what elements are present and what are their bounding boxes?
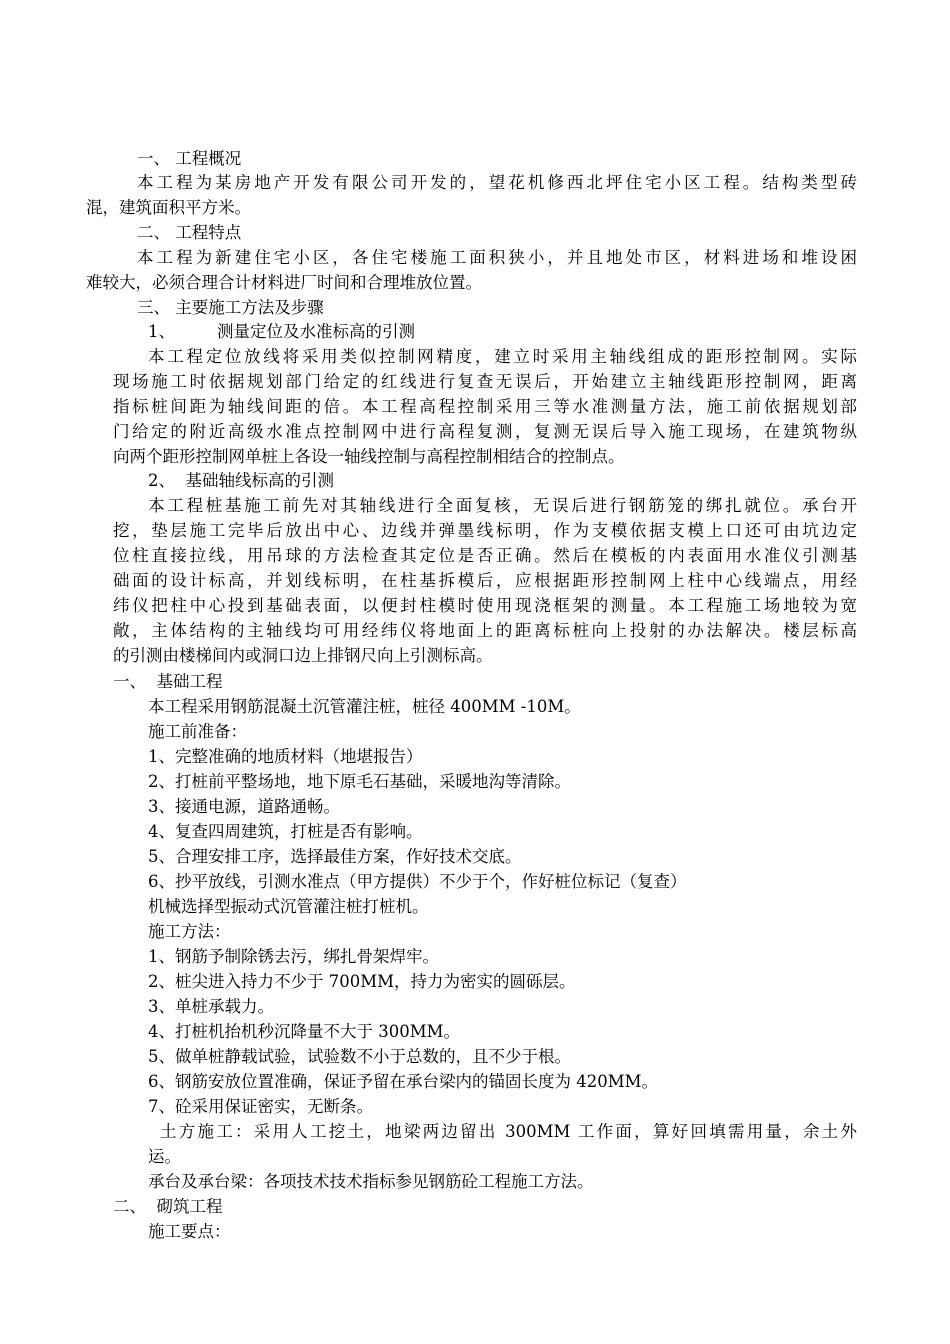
- paragraph-line: 位柱直接拉线，用吊球的方法检查其定位是否正确。然后在模板的内表面用水准仪引测基: [113, 546, 857, 565]
- paragraph-line: 纬仪把柱中心投到基础表面，以便封柱模时使用现浇框架的测量。本工程施工场地较为宽: [113, 596, 857, 615]
- section-heading-masonry: 二、 砌筑工程: [113, 1197, 223, 1216]
- list-item: 4、打桩机抬机秒沉降量不大于 300MM。: [148, 1022, 461, 1041]
- list-item: 3、接通电源，道路通畅。: [148, 797, 340, 816]
- method-title: 施工方法：: [148, 922, 231, 941]
- paragraph-line: 本工程为某房地产开发有限公司开发的，望花机修西北坪住宅小区工程。结构类型砖: [137, 173, 857, 192]
- list-item: 2、桩尖进入持力不少于 700MM，持力为密实的圆砾层。: [148, 972, 576, 991]
- foundation-intro: 本工程采用钢筋混凝土沉管灌注桩，桩径 400MM -10M。: [148, 697, 581, 716]
- machine-selection: 机械选择型振动式沉管灌注桩打桩机。: [148, 897, 429, 916]
- list-item: 4、复查四周建筑，打桩是否有影响。: [148, 822, 423, 841]
- list-item: 6、抄平放线，引测水准点（甲方提供）不少于个，作好桩位标记（复查）: [148, 872, 687, 891]
- paragraph-line: 难较大，必须合理合计材料进厂时间和合理堆放位置。: [86, 273, 482, 292]
- points-title: 施工要点：: [148, 1222, 231, 1241]
- earthwork-line: 土方施工：采用人工挖土，地梁两边留出 300MM 工作面，算好回填需用量，余土外: [160, 1122, 857, 1141]
- section-heading-methods: 三、 主要施工方法及步骤: [137, 298, 324, 317]
- list-item: 6、钢筋安放位置准确，保证予留在承台梁内的锚固长度为 420MM。: [148, 1072, 659, 1091]
- list-item: 3、单桩承载力。: [148, 997, 274, 1016]
- list-item: 1、钢筋予制除锈去污，绑扎骨架焊牢。: [148, 947, 439, 966]
- subsection-heading-axis: 2、 基础轴线标高的引测: [148, 471, 334, 490]
- section-heading-overview: 一、 工程概况: [137, 149, 242, 168]
- paragraph-line: 敞，主体结构的主轴线均可用经纬仪将地面上的距离标桩向上投射的办法解决。楼层标高: [113, 621, 857, 640]
- list-item: 5、合理安排工序，选择最佳方案，作好技术交底。: [148, 847, 522, 866]
- list-item: 7、砼采用保证密实，无断条。: [148, 1097, 373, 1116]
- paragraph-line: 挖，垫层施工完毕后放出中心、边线并弹墨线标明，作为支模依据支模上口还可由坑边定: [113, 521, 857, 540]
- paragraph-line: 本工程为新建住宅小区，各住宅楼施工面积狭小，并且地处市区，材料进场和堆设困: [137, 248, 857, 267]
- cap-beam-note: 承台及承台梁：各项技术技术指标参见钢筋砼工程施工方法。: [148, 1172, 594, 1191]
- earthwork-line: 运。: [148, 1147, 181, 1166]
- paragraph-line: 混，建筑面积平方米。: [86, 198, 251, 217]
- paragraph-line: 础面的设计标高，并划线标明，在柱基拆模后，应根据距形控制网上柱中心线端点，用经: [113, 571, 857, 590]
- paragraph-line: 向两个距形控制网单桩上各设一轴线控制与高程控制相结合的控制点。: [113, 447, 625, 466]
- section-heading-foundation: 一、 基础工程: [113, 672, 223, 691]
- paragraph-line: 门给定的附近高级水准点控制网中进行高程复测，复测无误后导入施工现场，在建筑物纵: [113, 422, 857, 441]
- paragraph-line: 本工程定位放线将采用类似控制网精度，建立时采用主轴线组成的距形控制网。实际: [148, 347, 857, 366]
- paragraph-line: 指标桩间距为轴线间距的倍。本工程高程控制采用三等水准测量方法，施工前依据规划部: [113, 397, 857, 416]
- paragraph-line: 现场施工时依据规划部门给定的红线进行复查无误后，开始建立主轴线距形控制网，距离: [113, 372, 857, 391]
- subsection-heading-survey: 1、 测量定位及水准标高的引测: [148, 322, 415, 341]
- list-item: 2、打桩前平整场地，地下原毛石基础，采暖地沟等清除。: [148, 772, 571, 791]
- paragraph-line: 本工程桩基施工前先对其轴线进行全面复核，无误后进行钢筋笼的绑扎就位。承台开: [148, 496, 857, 515]
- paragraph-line: 的引测由楼梯间内或洞口边上排钢尺向上引测标高。: [113, 646, 493, 665]
- list-item: 5、做单桩静载试验，试验数不小于总数的，且不少于根。: [148, 1047, 571, 1066]
- list-item: 1、完整准确的地质材料（地堪报告）: [148, 747, 423, 766]
- prep-title: 施工前准备：: [148, 722, 247, 741]
- section-heading-features: 二、 工程特点: [137, 223, 242, 242]
